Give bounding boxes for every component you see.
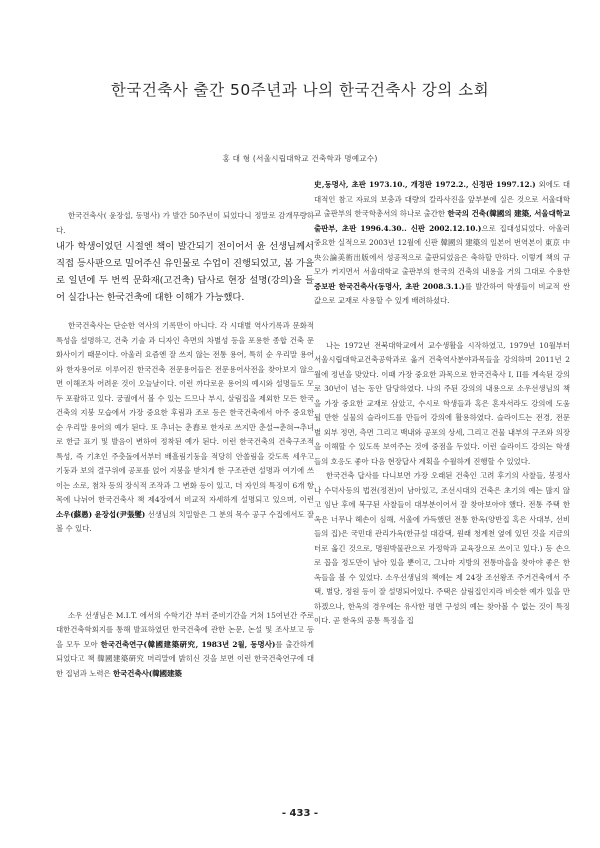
article-title: 한국건축사 출간 50주년과 나의 한국건축사 강의 소회 — [110, 81, 490, 99]
body-paragraph: 한국건축 답사를 다니보면 가장 오래된 건축인 고려 후기의 사찰들, 봉정사나 수덕사등의 법전(정전)이 남아있고, 조선시대의 건축은 초기의 예는 많지 않고 임난 후에 복구된 사찰들이 대부분이어서 잘 찾아보아야 했다. 전통 주택 한옥은 너무나 헤손이 심해, 서울에 가득했던 전통 한옥(양반집 혹은 사대부, 선비들의 집)은 국민대 관리가옥(한규설 대감댁, 원래 청계천 옆에 있던 것을 지금의 터로 옮긴 것으로, 명원박물관으로 가정학과 교육장으로 쓰이고 있다.) 등 손으로 꼽을 정도만이 남아 있을 뿐이고, 그나마 지방의 전통마을을 찾아야 좋은 한옥들을 볼 수 있었다. 소우선생님의 책에는 제 24장 조선왕조 주거건축에서 주택, 별당, 정원 등이 잘 설명되어있다. 주택은 살림집인지라 비슷한 예가 있을 만하겠으나, 한옥의 경우에는 유사한 평면 구성의 예는 찾아볼 수 없는 것이 특징이다. 곧 한옥의 공통 특징을 집 — [314, 471, 570, 625]
page-number: - 433 - — [281, 808, 319, 819]
body-paragraph: 나는 1972년 전북대학교에서 교수생활을 시작하였고, 1979년 10월부터 서울시립대학교건축공학과로 옮겨 건축역사분야과목들을 강의하며 2011년 2월에 정년을 맞았다. 이때 가장 중요한 과목으로 한국건축사 I, II를 계속된 강의로 30년이 넘는 동안 담당하였다. 나의 주된 강의의 내용으로 소우선생님의 책을 가장 중요한 교재로 삼았고, 수시로 학생들과 혹은 혼자서라도 강의에 도움 될 만한 실물의 슬라이드를 만들어 강의에 활용하였다. 슬라이드는 전경, 전문 별 외부 정면, 측면 그리고 백내와 공포의 상세, 그리고 건물 내부의 구조와 의장을 이해할 수 있도록 보여주는 것에 중점을 두었다. 이런 슬라이드 강의는 학생들의 호응도 좋아 다음 현장답사 계획을 수월하게 진행할 수 있었다. — [314, 340, 570, 466]
body-paragraph — [56, 609, 314, 682]
body-text: 한국건축사는 단순한 역사의 기록만이 아니다. 각 시대별 역사기록과 문화적 특성을 설명하고, 건축 기술 과 디자인 측면의 차별성 등을 포용한 종합 건축 문화사이기 때문이다. 아울러 요즘엔 잘 쓰지 않는 전통 용어, 특히 순 우리말 용어와 한자용어로 이루어진 한국건축 전문용어들은 전문용어사전을 찾아보지 않으면 이해조차 어려운 것이 오늘날이다. 이런 까다로운 용어의 예시와 설명들도 모두 포괄하고 있다. 궁궐에서 볼 수 있는 드므나 부시, 살림집을 제외한 모든 한국건축의 지붕 모습에서 가장 중요한 후림과 조로 등은 한국건축에서 아주 중요한 순 우리말 용어의 예가 된다. 또 추녀는 춘舂로 한자로 쓰지만 춘설→춘혀→추녀로 한글 표기 및 발음이 변하여 정착된 예가 된다. 이런 한국건축의 건축구조적 특성, 즉 기초인 주춧돌에서부터 배흘림기둥을 적당히 안쏠림을 갖도록 세우고 기둥과 보의 결구위에 공포를 얹어 지붕을 받치게 한 구조관련 설명과 여기에 쓰이는 소로, 첨차 등의 장식적 조작과 그 변화 등이 있고, 더 자인의 특징이 6개 항목에 나뉘어 한국건축사 책 제4장에서 비교적 자세하게 설명되고 있으며, 이런 — [56, 321, 314, 504]
body-text: 소우 선생님은 M.I.T. 에서의 수학기간 부터 준비기간을 거쳐 15여년간 주로 대한건축학회지를 통해 발표하였던 한국건축에 관한 논문, 논설 및 조사보고 등을 모두 모아 — [56, 610, 314, 649]
bold-text: 한국건축연구(韓國建築硏究, 1983년 2월, 동명사) — [100, 639, 276, 649]
bold-text: 소우(蘇愚) 윤장섭(尹張燮) — [56, 509, 146, 519]
bold-text: 한국의 건축(韓國의 建築, 서울대학교 출판부, 초판 1996.4.30.. 신판 2002.12.10.) — [314, 209, 570, 233]
bold-text: 증보판 한국건축사(동명사, 초판 2008.3.1.) — [314, 281, 465, 291]
bold-text: 史,동명사, 초판 1973.10., 개정판 1972.2., 신정판 1997.12.) — [314, 180, 536, 189]
body-text: 를 발간하여 학생들이 비교적 싼 값으로 교재로 사용할 수 있게 배려하셨다. — [314, 281, 570, 305]
right-column — [314, 178, 570, 629]
lead-paragraph: 내가 학생이었던 시절엔 책이 발간되기 전이어서 윤 선생님께서 직접 등사판으로 밀어주신 유인물로 수업이 진행되었고, 봄 가을로 일년에 두 번씩 문화재(고건축) 답사로 현장 설명(강의)을 들어 실감나는 한국건축에 대한 이해가 가능했다. — [56, 241, 314, 303]
body-text: 를 출간하게 되었다고 책 韓國建築硏究 머리말에 밝히신 것을 보면 이런 한국건축연구에 대한 집념과 노력은 — [56, 639, 314, 678]
body-text: 외에도 대대적인 참고 자료의 보충과 대량의 칼라사진을 앞부분에 실은 것으로 서울대학교 출판부의 한국학총서의 하나로 출간한 — [314, 180, 570, 218]
bold-text: 한국건축사(韓國建築 — [113, 668, 182, 678]
body-text: 선생님의 치밀함은 그 분의 목수 공구 수집에서도 잘 볼 수 있다. — [56, 509, 314, 533]
author-line: 홍 대 형 (서울시립대학교 건축학과 명예교수) — [222, 154, 378, 163]
intro-paragraph: 한국건축사( 윤장섭, 동명사) 가 발간 50주년이 되었다니 정말로 감개무량하다. — [56, 211, 314, 235]
left-column — [56, 178, 314, 681]
body-text: 으로 집대성되었다. 아울러 중요한 실적으로 2003년 12월에 신판 韓國의 建築의 일본어 번역본이 東京 中央公論美術出版에서 성공적으로 출판되었음은 축하할 만하다. 이렇게 책의 규모가 커지면서 서울대학교 출판부의 한국의 건축의 내용을 거의 그대로 수용한 — [314, 223, 570, 276]
body-paragraph — [56, 319, 314, 537]
body-paragraph — [314, 178, 570, 309]
